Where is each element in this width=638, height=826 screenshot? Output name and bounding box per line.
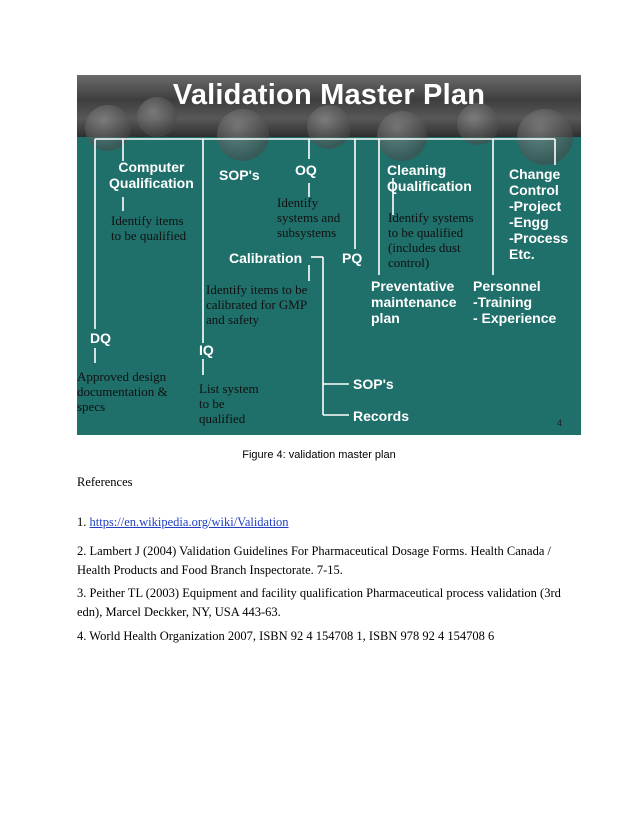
slide-number: 4 (557, 418, 563, 428)
sops-label: SOP's (219, 167, 260, 183)
computer-qualification-label: Computer Qualification (109, 159, 194, 191)
reference-item: 4. World Health Organization 2007, ISBN 92 4 154708 1, ISBN 978 92 4 154708 6 (77, 629, 495, 643)
references-heading: References (77, 475, 133, 489)
figure-title: Validation Master Plan (172, 79, 486, 111)
dq-label: DQ (90, 330, 111, 346)
reference-number: 1. (77, 515, 90, 529)
approved-design-note: Approved design documentation & specs (77, 369, 168, 414)
validation-master-plan-figure (77, 75, 581, 435)
reference-item (77, 513, 289, 532)
preventative-maintenance-label: Preventative maintenance plan (371, 278, 457, 326)
reference-item: 3. Peither TL (2003) Equipment and facility qualification Pharmaceutical process validation (3rd edn), Marcel Deckker, NY, USA 443-63. (77, 586, 561, 619)
cleaning-systems-note: Identify systems to be qualified (includes dust control) (388, 210, 474, 270)
records-label: Records (353, 408, 410, 424)
iq-label: IQ (199, 342, 214, 358)
change-control-label: Change Control -Project -Engg -Process Etc. (509, 166, 569, 262)
pq-label: PQ (342, 250, 363, 266)
identify-systems-note: Identify systems and subsystems (277, 195, 341, 240)
personnel-label: Personnel -Training - Experience (473, 278, 557, 326)
cleaning-qualification-label: Cleaning Qualification (387, 162, 472, 194)
wikipedia-link[interactable]: https://en.wikipedia.org/wiki/Validation (89, 515, 289, 529)
oq-label: OQ (295, 162, 317, 178)
identify-items-note: Identify items to be qualified (111, 213, 187, 243)
figure-caption: Figure 4: validation master plan (242, 449, 396, 461)
list-system-note: List system to be qualified (199, 381, 259, 426)
calibration-note: Identify items to be calibrated for GMP and safety (206, 282, 308, 327)
reference-item: 2. Lambert J (2004) Validation Guidelines For Pharmaceutical Dosage Forms. Health Canada / Health Products and Food Branch Inspectorate. 7-15. (77, 544, 551, 577)
sops-bottom-label: SOP's (353, 376, 394, 392)
calibration-label: Calibration (229, 250, 303, 266)
